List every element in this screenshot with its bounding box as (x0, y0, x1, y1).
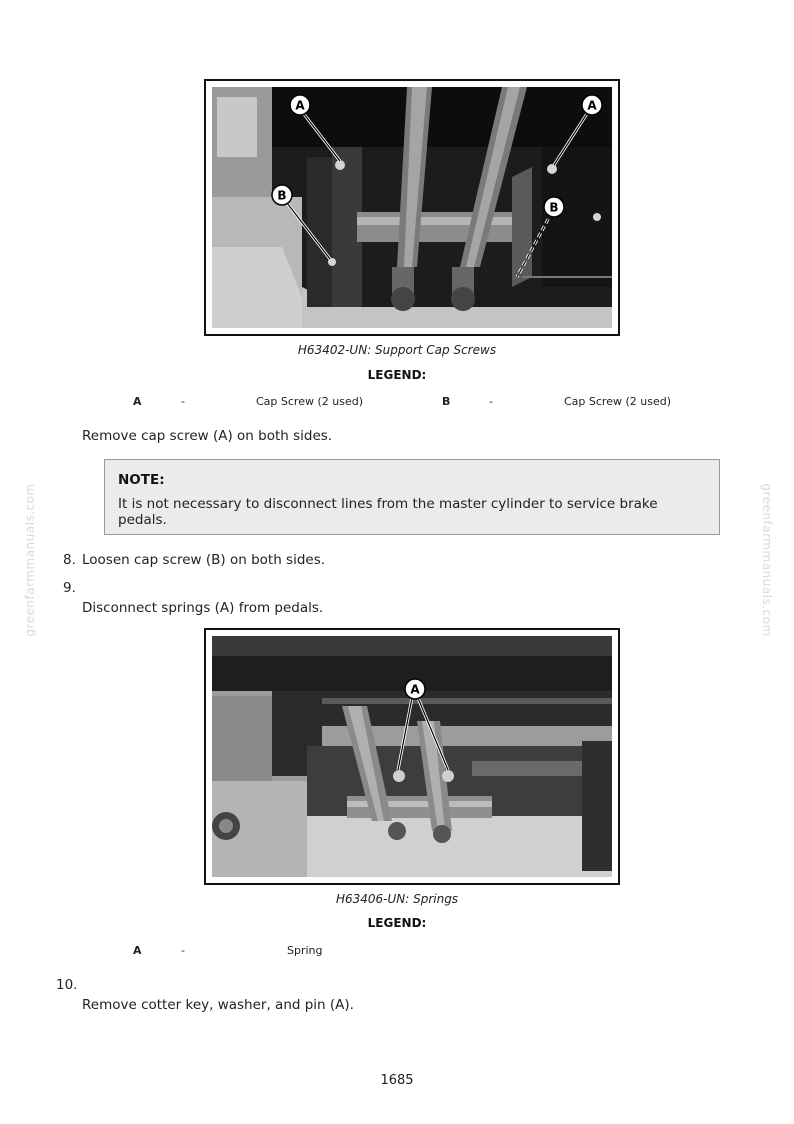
legend1-b-text: Cap Screw (2 used) (564, 395, 672, 408)
legend2-a-text: Spring (287, 944, 323, 957)
callout-a-springs (405, 679, 425, 699)
step-10-text: Remove cotter key, washer, and pin (A). (82, 997, 354, 1013)
figure-support-cap-screws (204, 79, 620, 336)
svg-text:A: A (410, 682, 420, 697)
callout-a-right (582, 95, 602, 115)
svg-text:A: A (587, 98, 597, 113)
legend1-b-dash: - (489, 395, 493, 408)
note-text: It is not necessary to disconnect lines from the master cylinder to service brake pedals. (118, 496, 658, 528)
callout-a-left (290, 95, 310, 115)
step-8-text: Loosen cap screw (B) on both sides. (82, 552, 326, 568)
svg-text:B: B (549, 200, 559, 215)
page-number: 1685 (380, 1073, 414, 1088)
support-cap-screws-photo (212, 87, 612, 328)
legend1-b-letter: B (442, 395, 451, 408)
figure1-legend-title: LEGEND: (367, 368, 427, 382)
watermark-left: greenfarmmanuals.com (23, 483, 37, 637)
figure-springs (204, 628, 620, 885)
callout-b-right (544, 197, 564, 217)
legend2-a-dash: - (181, 944, 185, 957)
step-10-number: 10. (56, 977, 78, 993)
note-box (104, 459, 720, 535)
legend1-a-letter: A (133, 395, 142, 408)
legend1-a-dash: - (181, 395, 185, 408)
note-title: NOTE: (118, 472, 165, 488)
figure2-caption: H63406-UN: Springs (335, 892, 459, 906)
figure1-caption: H63402-UN: Support Cap Screws (297, 343, 497, 357)
figure2-legend-title: LEGEND: (367, 916, 427, 930)
svg-text:A: A (295, 98, 305, 113)
step-9-number: 9. (63, 580, 76, 596)
legend2-a-letter: A (133, 944, 142, 957)
watermark-right: greenfarmmanuals.com (760, 483, 774, 637)
legend1-a-text: Cap Screw (2 used) (256, 395, 364, 408)
springs-photo (212, 636, 612, 877)
step-7-text: Remove cap screw (A) on both sides. (82, 428, 333, 444)
step-8-number: 8. (63, 552, 76, 568)
step-9-text: Disconnect springs (A) from pedals. (82, 600, 324, 616)
svg-text:B: B (277, 188, 287, 203)
callout-b-left (272, 185, 292, 205)
